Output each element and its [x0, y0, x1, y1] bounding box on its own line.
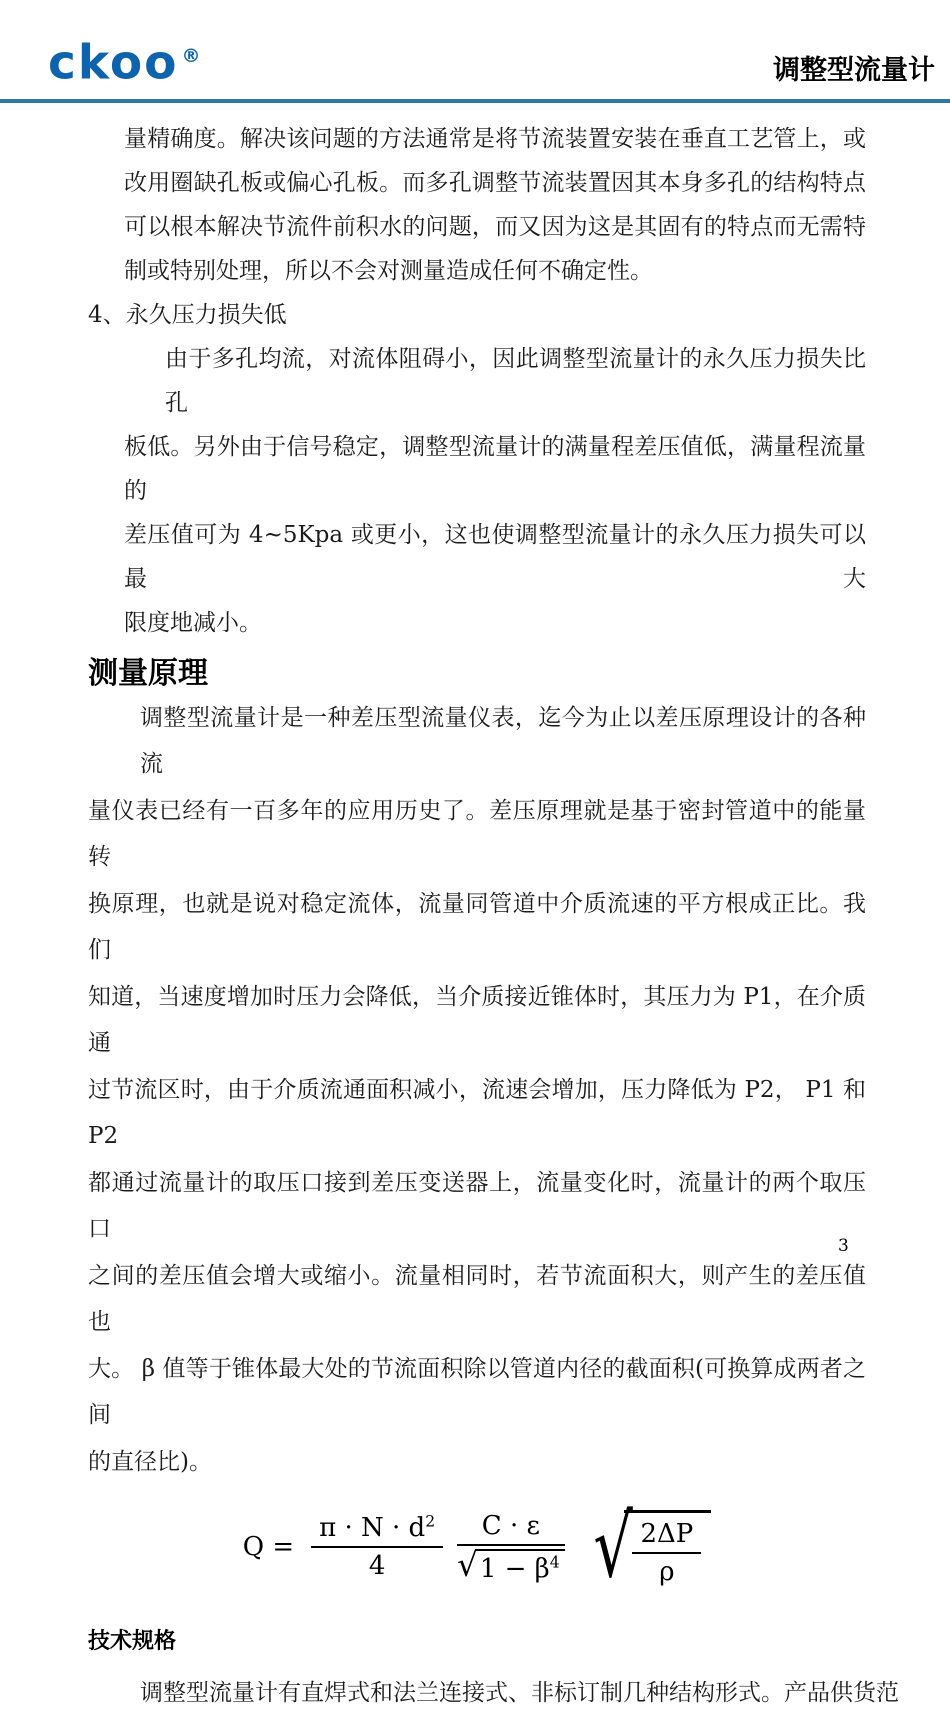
- text-line: 都通过流量计的取压口接到差压变送器上，流量变化时，流量计的两个取压口: [88, 1169, 866, 1243]
- text-line: 调整型流量计有直焊式和法兰连接式、非标订制几种结构形式。产品供货范: [140, 1680, 899, 1707]
- fraction-numerator: $\pi \cdot N \cdot d^2$: [311, 1513, 443, 1548]
- text-line: 量精确度。解决该问题的方法通常是将节流装置安装在垂直工艺管上，或: [124, 125, 866, 152]
- section-heading-measurement-principle: 测量原理: [88, 655, 208, 691]
- equation-fraction-2: [457, 1511, 565, 1584]
- flow-rate-equation: [88, 1496, 866, 1597]
- fraction-denominator: [457, 1546, 565, 1584]
- equation-fraction-3: [632, 1519, 701, 1587]
- page-number: 3: [838, 1236, 849, 1256]
- text-line: 知道，当速度增加时压力会降低，当介质接近锥体时，其压力为 P1，在介质通: [88, 983, 866, 1057]
- fraction-denominator: ρ: [659, 1556, 675, 1587]
- page-header: [0, 0, 950, 90]
- text-line: 改用圈缺孔板或偏心孔板。而多孔调整节流装置因其本身多孔的结构特点: [124, 169, 866, 196]
- fraction-denominator: 4: [368, 1551, 386, 1582]
- text-line: 板低。另外由于信号稳定，调整型流量计的满量程差压值低，满量程流量的: [124, 433, 866, 504]
- radicand: [624, 1510, 711, 1587]
- header-divider: [0, 99, 950, 103]
- fraction-numerator: C · ε: [457, 1511, 565, 1546]
- section-heading-technical-specs: 技术规格: [88, 1629, 177, 1655]
- text-line: 大。 β 值等于锥体最大处的节流面积除以管道内径的截面积(可换算成两者之间: [88, 1355, 866, 1429]
- equation-lhs: Q =: [242, 1532, 295, 1563]
- page-content: [0, 117, 950, 1709]
- accuracy-paragraph: [88, 117, 866, 293]
- text-line: 的直径比)。: [88, 1448, 212, 1475]
- principle-paragraph: [88, 695, 866, 1486]
- equation-square-root-3: [578, 1496, 712, 1597]
- text-line: 制或特别处理，所以不会对测量造成任何不确定性。: [124, 257, 653, 284]
- logo-text: ckoo: [48, 35, 179, 91]
- company-logo: [48, 30, 200, 90]
- equation-fraction-1: [311, 1513, 443, 1581]
- list-item-4-heading: 4、永久压力损失低: [88, 301, 287, 328]
- text-line: 量仪表已经有一百多年的应用历史了。差压原理就是基于密封管道中的能量转: [88, 797, 866, 871]
- fraction-numerator: 2ΔP: [632, 1519, 701, 1554]
- radical-sign-icon: √: [592, 1496, 633, 1597]
- radicand: $1 - \beta^4$: [475, 1549, 565, 1584]
- text-line: 差压值可为 4~5Kpa 或更小，这也使调整型流量计的永久压力损失可以最大: [124, 521, 866, 592]
- text-line: 过节流区时，由于介质流通面积减小，流速会增加，压力降低为 P2， P1 和 P2: [88, 1076, 866, 1150]
- text-line: 调整型流量计是一种差压型流量仪表，迄今为止以差压原理设计的各种流: [140, 704, 866, 778]
- registered-trademark-icon: ®: [181, 45, 201, 67]
- text-line: 由于多孔均流，对流体阻碍小，因此调整型流量计的永久压力损失比孔: [165, 345, 866, 416]
- radical-sign-icon: √: [457, 1545, 478, 1584]
- square-root: [457, 1545, 565, 1584]
- text-line: 限度地减小。: [124, 609, 262, 636]
- text-line: 之间的差压值会增大或缩小。流量相同时，若节流面积大，则产生的差压值也: [88, 1262, 866, 1336]
- pressure-loss-paragraph: [88, 337, 866, 645]
- text-line: 可以根本解决节流件前积水的问题，而又因为这是其固有的特点而无需特: [124, 213, 866, 240]
- document-title: 调整型流量计: [773, 54, 935, 86]
- spec-paragraph: [88, 1677, 899, 1709]
- text-line: 换原理，也就是说对稳定流体，流量同管道中介质流速的平方根成正比。我们: [88, 890, 866, 964]
